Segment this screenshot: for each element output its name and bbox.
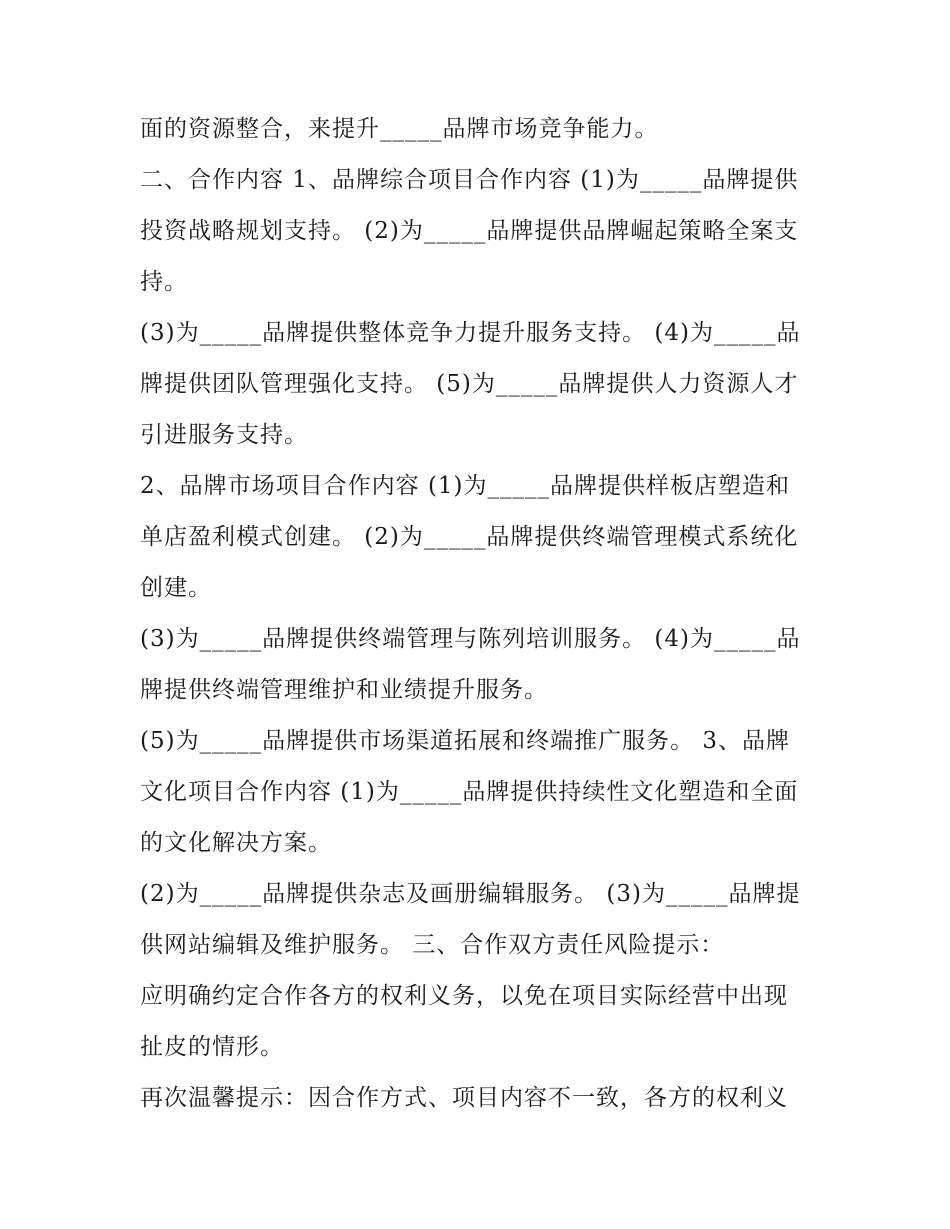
text-line: (3)为_____品牌提供整体竞争力提升服务支持。 (4)为_____品 (140, 320, 801, 346)
text-line: 应明确约定合作各方的权利义务，以免在项目实际经营中出现 (140, 983, 788, 1009)
text-line: (5)为_____品牌提供市场渠道拓展和终端推广服务。 3、品牌 (140, 728, 791, 754)
text-line: 牌提供团队管理强化支持。 (5)为_____品牌提供人力资源人才 (140, 371, 799, 397)
text-line: 牌提供终端管理维护和业绩提升服务。 (140, 677, 548, 703)
text-line: 持。 (140, 269, 188, 295)
text-line: 引进服务支持。 (140, 422, 308, 448)
text-line: 投资战略规划支持。 (2)为_____品牌提供品牌崛起策略全案支 (140, 218, 799, 244)
document-body (140, 104, 820, 1124)
text-line: 供网站编辑及维护服务。 三、合作双方责任风险提示： (140, 932, 725, 958)
text-line: 2、品牌市场项目合作内容 (1)为_____品牌提供样板店塑造和 (140, 473, 791, 499)
text-line: 再次温馨提示：因合作方式、项目内容不一致，各方的权利义 (140, 1085, 788, 1111)
text-line: 的文化解决方案。 (140, 830, 332, 856)
text-line: (3)为_____品牌提供终端管理与陈列培训服务。 (4)为_____品 (140, 626, 801, 652)
text-line: (2)为_____品牌提供杂志及画册编辑服务。 (3)为_____品牌提 (140, 881, 801, 907)
text-line: 创建。 (140, 575, 212, 601)
text-line: 文化项目合作内容 (1)为_____品牌提供持续性文化塑造和全面 (140, 779, 799, 805)
text-line: 扯皮的情形。 (140, 1034, 284, 1060)
text-line: 二、合作内容 1、品牌综合项目合作内容 (1)为_____品牌提供 (140, 167, 799, 193)
text-line: 单店盈利模式创建。 (2)为_____品牌提供终端管理模式系统化 (140, 524, 799, 550)
text-line: 面的资源整合，来提升_____品牌市场竞争能力。 (140, 116, 659, 142)
